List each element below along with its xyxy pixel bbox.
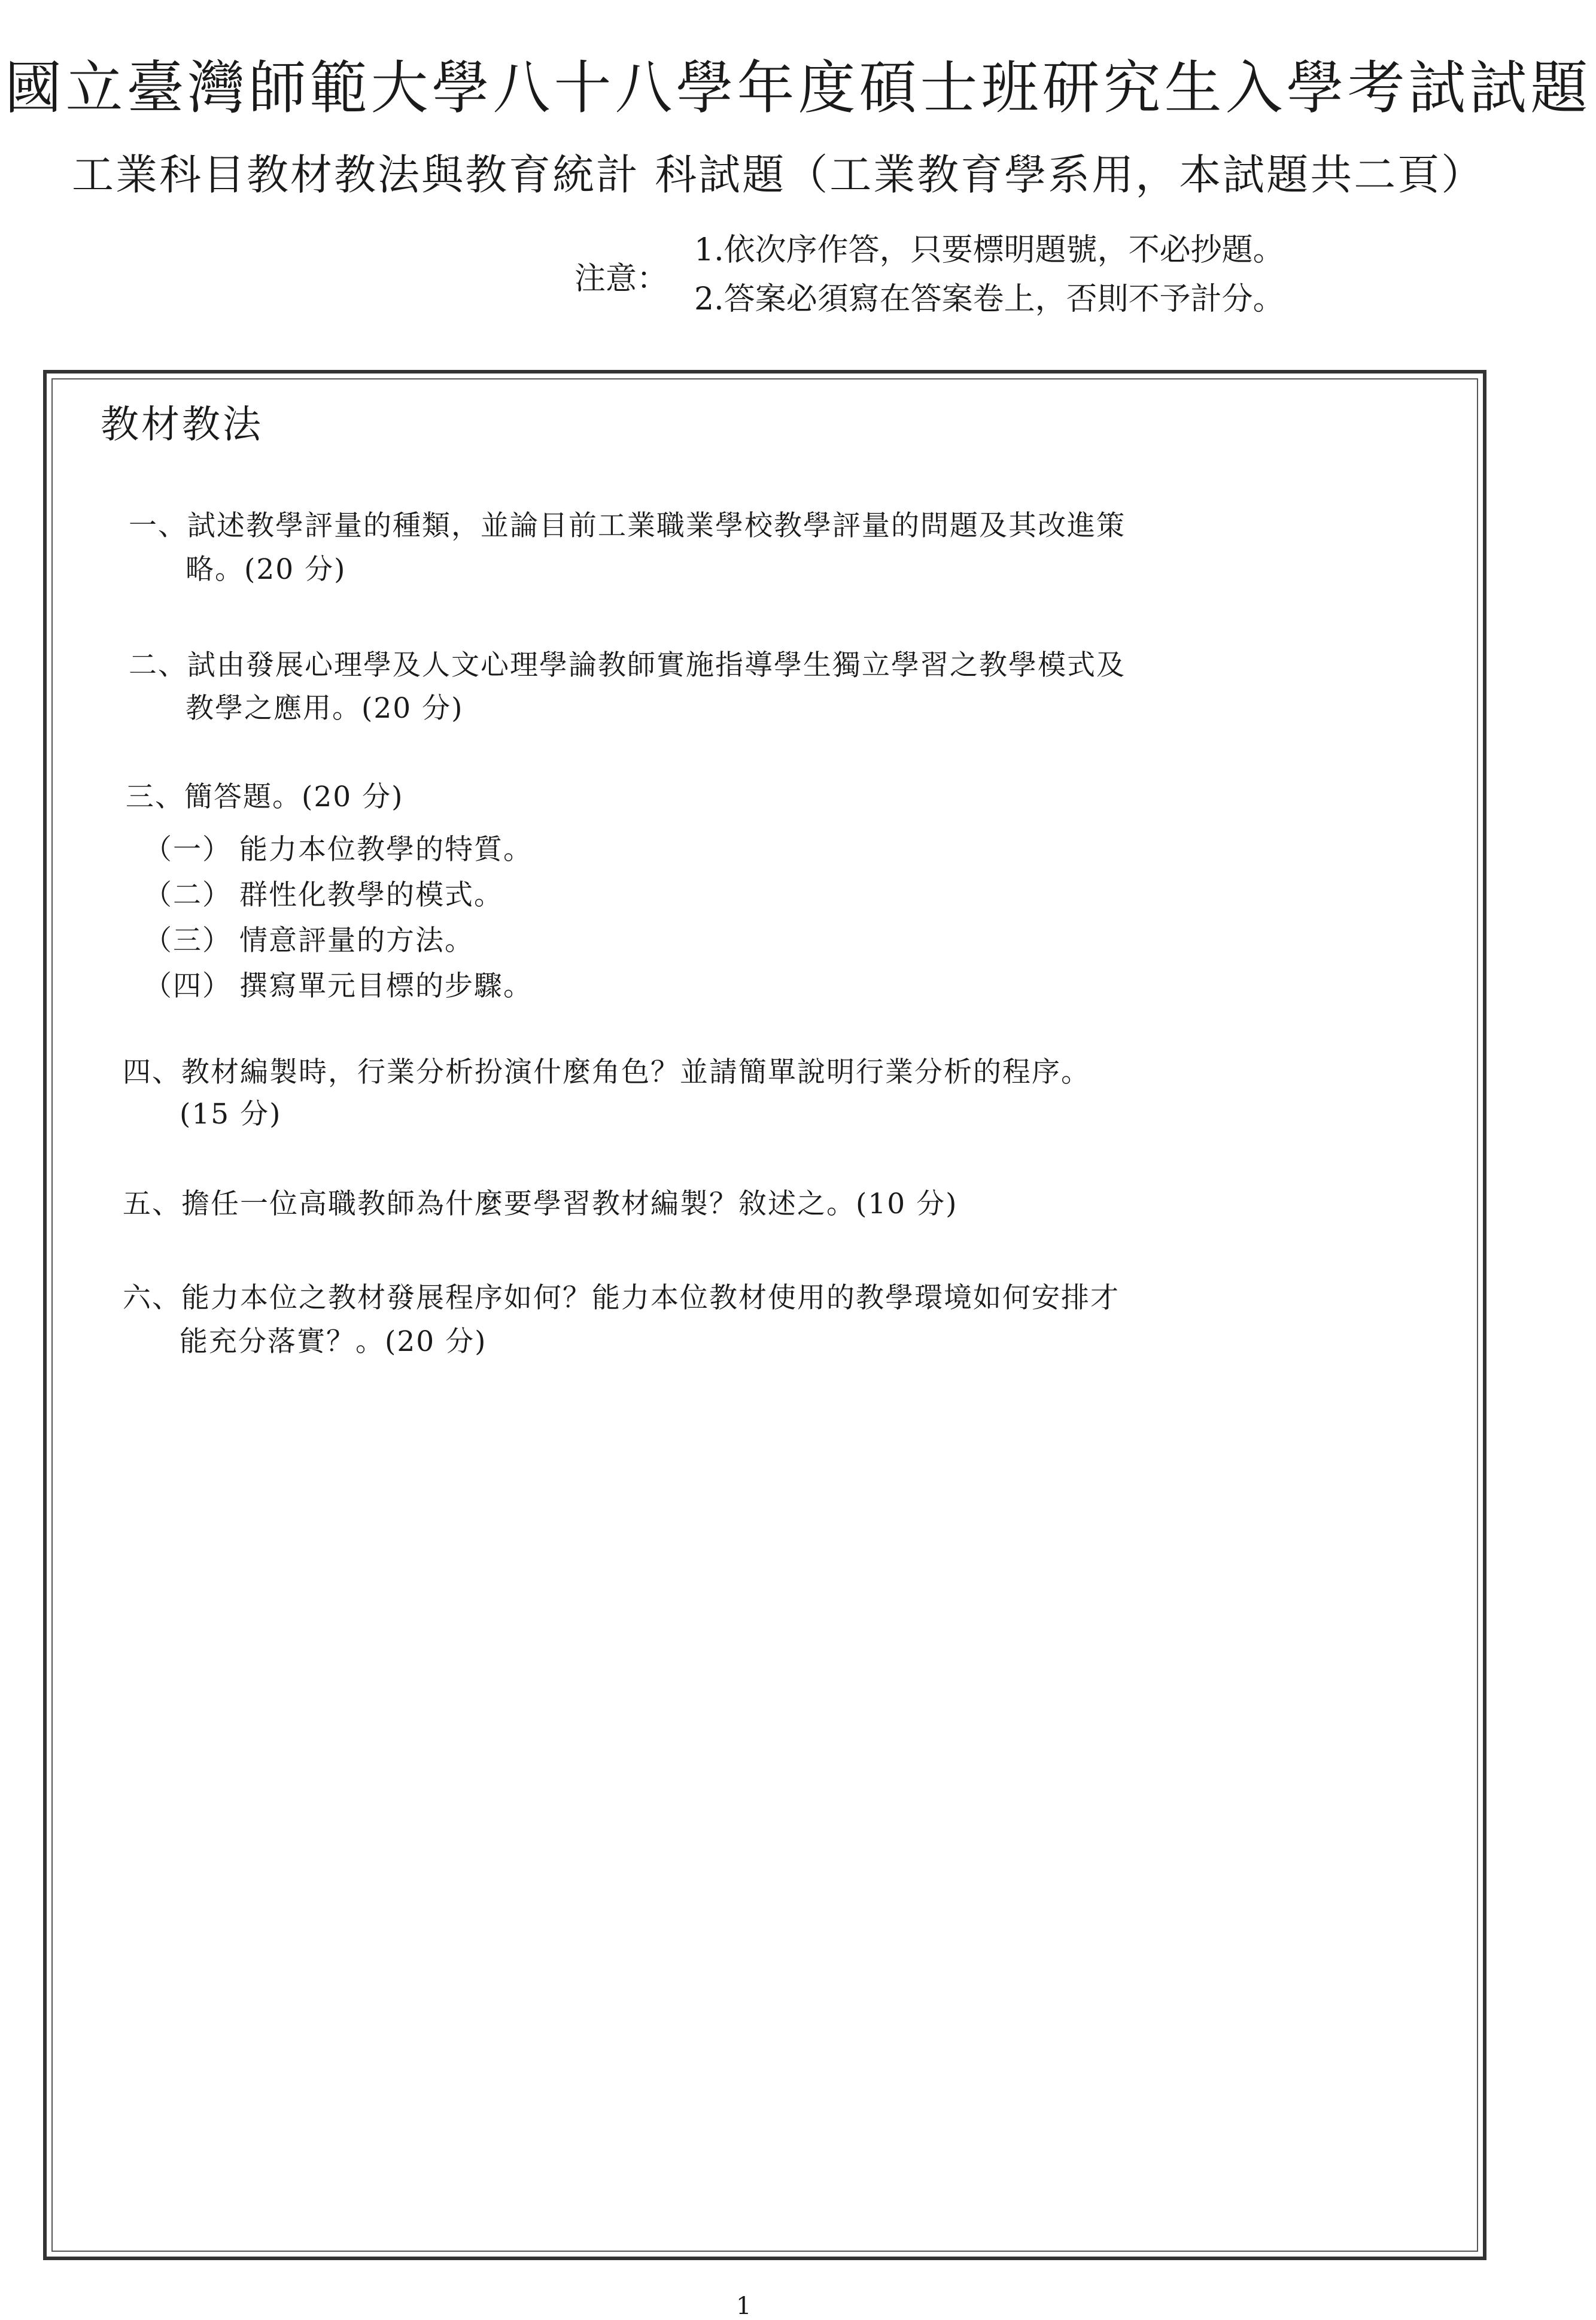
notice-label: 注意： xyxy=(574,261,668,297)
section-title: 教材教法 xyxy=(101,403,263,447)
question-3-subitem xyxy=(144,964,533,1004)
notice-items xyxy=(694,230,1284,329)
question-3-subitem xyxy=(144,873,503,913)
exam-title: 國立臺灣師範大學八十八學年度碩士班研究生入學考試試題 xyxy=(4,54,1592,122)
question-3-line-1: 三、簡答題。(20 分) xyxy=(126,781,404,813)
subitem-number: （一） xyxy=(144,833,232,866)
subitem-text: 能力本位教學的特質。 xyxy=(239,833,533,866)
subitem-number: （二） xyxy=(144,879,232,912)
question-2-line-2: 教學之應用。(20 分) xyxy=(186,692,464,725)
question-1-line-2: 略。(20 分) xyxy=(186,553,346,586)
question-3-subitem xyxy=(144,827,533,867)
question-6-line-1: 六、能力本位之教材發展程序如何？能力本位教材使用的教學環境如何安排才 xyxy=(123,1282,1120,1314)
question-4-line-2: (15 分) xyxy=(180,1098,282,1131)
notice-item: 1.依次序作答，只要標明題號，不必抄題。 xyxy=(694,232,1284,268)
exam-subtitle: 工業科目教材教法與教育統計 科試題（工業教育學系用，本試題共二頁） xyxy=(72,150,1485,199)
question-4-line-1: 四、教材編製時，行業分析扮演什麼角色？並請簡單說明行業分析的程序。 xyxy=(123,1056,1090,1089)
subitem-number: （三） xyxy=(144,924,232,957)
question-6-line-2: 能充分落實？。(20 分) xyxy=(180,1325,487,1358)
question-5-line-1: 五、擔任一位高職教師為什麼要學習教材編製？敘述之。(10 分) xyxy=(123,1188,958,1220)
subitem-text: 情意評量的方法。 xyxy=(239,924,474,957)
subitem-text: 群性化教學的模式。 xyxy=(239,879,503,912)
subitem-number: （四） xyxy=(144,970,232,1003)
question-3-subitem xyxy=(144,918,474,958)
page-number: 1 xyxy=(736,2292,752,2320)
question-2-line-1: 二、試由發展心理學及人文心理學論教師實施指導學生獨立學習之教學模式及 xyxy=(129,649,1126,682)
notice-item: 2.答案必須寫在答案卷上，否則不予計分。 xyxy=(694,281,1284,317)
subitem-text: 撰寫單元目標的步驟。 xyxy=(239,970,533,1003)
question-1-line-1: 一、試述教學評量的種類，並論目前工業職業學校教學評量的問題及其改進策 xyxy=(129,509,1126,542)
